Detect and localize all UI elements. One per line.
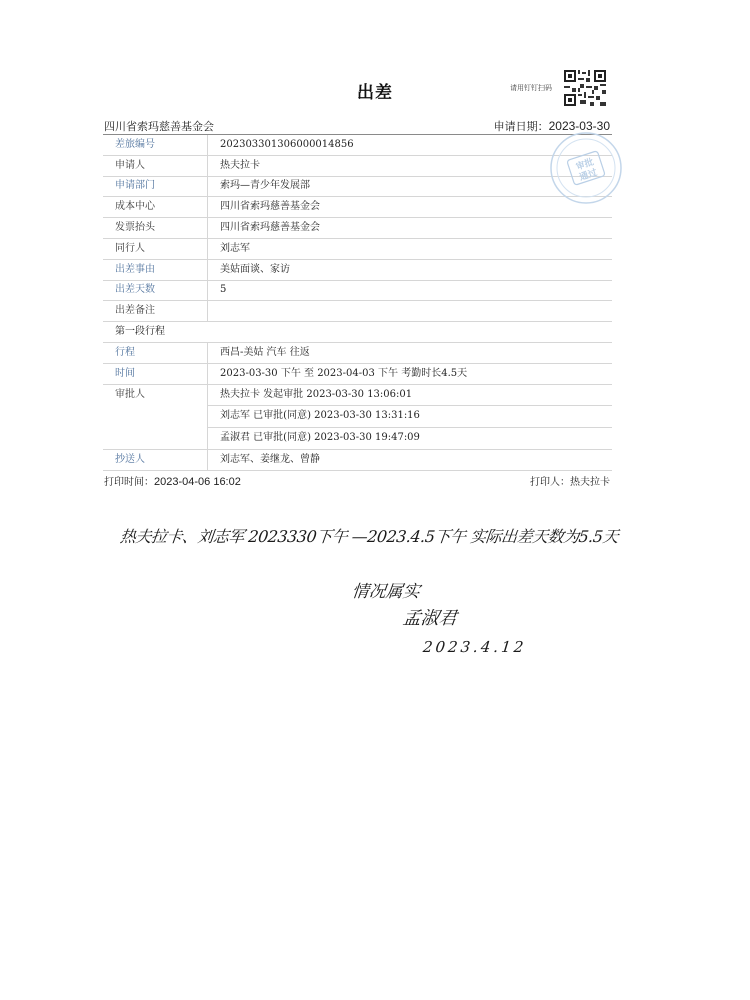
- form-row: [103, 301, 612, 322]
- form-row: [103, 238, 612, 259]
- field-value: 202303301306000014856: [208, 135, 613, 155]
- handwritten-signature: 孟淑君: [401, 608, 458, 629]
- field-label: 出差备注: [103, 301, 208, 322]
- printer-label: 打印人：: [530, 477, 570, 488]
- field-label: 同行人: [103, 238, 208, 259]
- qr-caption: 请用钉钉扫码: [510, 84, 552, 92]
- print-time-value: 2023-04-06 16:02: [154, 476, 241, 488]
- form-row: [103, 449, 612, 470]
- printer-value: 热夫拉卡: [570, 477, 610, 488]
- organization-name: 四川省索玛慈善基金会: [104, 120, 214, 133]
- time-label: 时间: [103, 363, 208, 384]
- time-value: 2023-03-30 下午 至 2023-04-03 下午 考勤时长4.5天: [208, 363, 613, 384]
- field-value: 刘志军: [208, 238, 613, 259]
- approver-line: 孟淑君 已审批(同意) 2023-03-30 19:47:09: [220, 432, 420, 444]
- field-value: 四川省索玛慈善基金会: [208, 218, 613, 239]
- print-time-label: 打印时间：: [104, 477, 154, 488]
- form-row: [103, 155, 612, 176]
- print-time: [104, 473, 241, 488]
- approvers-list: [208, 384, 613, 449]
- field-label: 差旅编号: [103, 135, 208, 155]
- cc-value: 刘志军、姜继龙、曾静: [208, 449, 613, 470]
- form-row: [103, 363, 612, 384]
- approved-stamp-icon: [548, 130, 624, 206]
- field-label: 申请人: [103, 155, 208, 176]
- handwritten-note: 热夫拉卡、刘志军 2023330下午 —2023.4.5下午 实际出差天数为5.5天: [118, 527, 620, 546]
- field-label: 出差天数: [103, 280, 208, 301]
- cc-label: 抄送人: [103, 449, 208, 470]
- trip-form-table: [103, 135, 612, 471]
- section-row: [103, 322, 612, 343]
- approvers-label: 审批人: [103, 384, 208, 449]
- apply-date-label: 申请日期：: [493, 120, 549, 133]
- field-value: [208, 301, 613, 322]
- form-row: [103, 342, 612, 363]
- form-row: [103, 176, 612, 197]
- field-value: 5: [208, 280, 613, 301]
- handwritten-date: 2023.4.12: [422, 638, 528, 656]
- stamp-line2: 通过: [578, 168, 599, 184]
- field-value: 四川省索玛慈善基金会: [208, 197, 613, 218]
- form-row: [103, 218, 612, 239]
- qr-code-icon: [564, 70, 606, 106]
- printer: [530, 473, 610, 488]
- stamp-line1: 审批: [574, 157, 596, 173]
- form-row: [103, 135, 612, 155]
- field-value: 索玛—青少年发展部: [208, 176, 613, 197]
- route-label: 行程: [103, 342, 208, 363]
- document-title: 出差: [357, 83, 393, 103]
- approver-line: 刘志军 已审批(同意) 2023-03-30 13:31:16: [208, 406, 612, 428]
- field-label: 申请部门: [103, 176, 208, 197]
- approvers-row: [103, 384, 612, 449]
- handwritten-confirmation: 情况属实: [350, 582, 421, 602]
- route-value: 西昌-美姑 汽车 往返: [208, 342, 613, 363]
- field-label: 出差事由: [103, 259, 208, 280]
- field-label: 成本中心: [103, 197, 208, 218]
- approver-line: 热夫拉卡 发起审批 2023-03-30 13:06:01: [208, 385, 612, 407]
- field-value: 热夫拉卡: [208, 155, 613, 176]
- form-row: [103, 259, 612, 280]
- form-row: [103, 280, 612, 301]
- field-value: 美姑面谈、家访: [208, 259, 613, 280]
- form-row: [103, 197, 612, 218]
- apply-date-value: 2023-03-30: [548, 119, 610, 133]
- section-title: 第一段行程: [103, 322, 612, 343]
- field-label: 发票抬头: [103, 218, 208, 239]
